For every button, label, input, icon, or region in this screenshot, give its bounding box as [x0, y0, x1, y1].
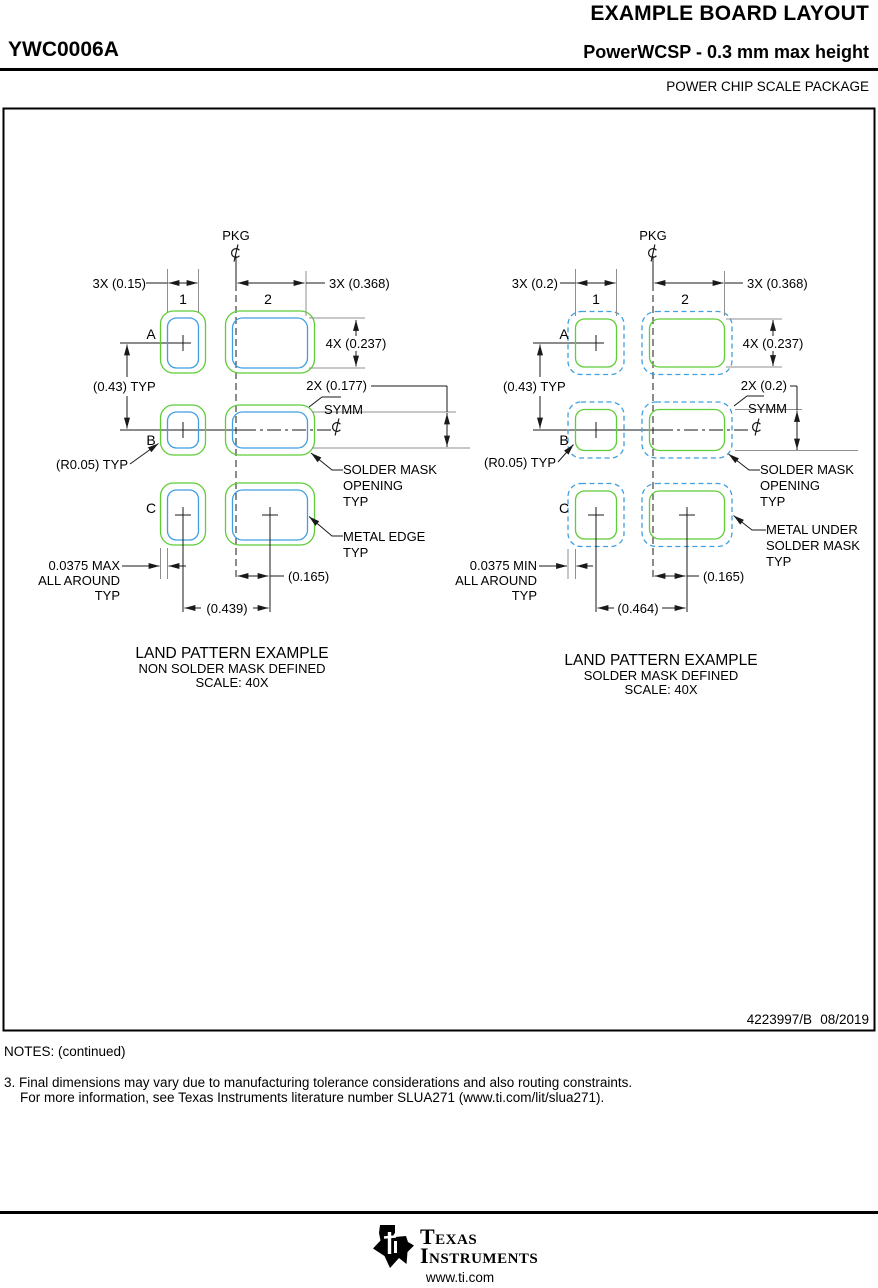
- row-b-label: B: [559, 432, 569, 448]
- ti-brand-wordmark: [420, 1224, 539, 1268]
- pad-center-cross: [588, 335, 604, 351]
- diagram-scale: SCALE: 40X: [195, 675, 269, 690]
- row-b-label: B: [146, 432, 156, 448]
- brand-instruments: Instruments: [420, 1243, 539, 1268]
- page-title: EXAMPLE BOARD LAYOUT: [590, 2, 869, 25]
- land-pattern-solder-mask-defined: [455, 228, 860, 697]
- pad-b1: [161, 405, 206, 455]
- clearance-line3: TYP: [94, 588, 120, 603]
- column-2-label: 2: [264, 291, 272, 307]
- symm-label: SYMM: [324, 402, 363, 417]
- dim-col-pitch: (0.464): [617, 601, 659, 616]
- dim-elbow-row-b: [790, 386, 797, 410]
- top-extension-lines: [168, 269, 307, 316]
- pad-a2: [642, 312, 732, 375]
- solder-mask-opening-outline: [642, 312, 732, 375]
- dim-elbow-row-b: [371, 386, 447, 412]
- pad-center-cross: [175, 507, 191, 523]
- solder-mask-callout-line2: OPENING: [760, 478, 820, 493]
- part-number: YWC0006A: [8, 38, 119, 61]
- pad-center-cross: [588, 422, 604, 438]
- notes-section: [4, 1044, 632, 1105]
- dim-row-b-height: 2X (0.177): [306, 378, 367, 393]
- row-a-label: A: [559, 326, 569, 342]
- row-a-label: A: [146, 326, 156, 342]
- clearance-line3: TYP: [511, 588, 537, 603]
- column-1-label: 1: [592, 291, 600, 307]
- metal-callout-line2: SOLDER MASK: [766, 538, 860, 553]
- pad-center-cross: [175, 422, 191, 438]
- notes-heading: NOTES: (continued): [4, 1044, 126, 1059]
- solder-mask-callout-line3: TYP: [343, 494, 369, 509]
- symm-label: SYMM: [748, 401, 787, 416]
- pad-a2: [226, 311, 315, 373]
- dim-col1-width: 3X (0.2): [511, 276, 558, 291]
- row-c-label: C: [145, 500, 157, 516]
- clearance-line2: ALL AROUND: [38, 573, 120, 588]
- brand-texas: Texas: [420, 1224, 478, 1249]
- dim-row-pitch: (0.43) TYP: [93, 379, 156, 394]
- clearance-extension-lines: [161, 548, 168, 579]
- dim-center-offset: (0.165): [703, 569, 745, 584]
- dim-col2-width: 3X (0.368): [747, 276, 808, 291]
- note-3-line2: For more information, see Texas Instruments literature number SLUA271 (www.ti.com/lit/slua271).: [20, 1090, 605, 1105]
- revision-date: 08/2019: [820, 1012, 869, 1027]
- pad-a1: [161, 311, 206, 373]
- clearance-line1: 0.0375 MAX: [48, 558, 120, 573]
- metal-callout-line1: METAL UNDER: [766, 522, 858, 537]
- solder-mask-leader: [729, 454, 761, 470]
- dim-corner-radius: (R0.05) TYP: [483, 455, 556, 470]
- solder-mask-callout-line2: OPENING: [343, 478, 403, 493]
- diagram-subtitle: SOLDER MASK DEFINED: [583, 668, 739, 683]
- pad-center-cross: [588, 507, 604, 523]
- diagram-title: LAND PATTERN EXAMPLE: [135, 645, 329, 662]
- solder-mask-leader: [311, 453, 343, 470]
- pad-center-cross: [679, 507, 695, 523]
- metal-callout-line1: METAL EDGE: [343, 529, 426, 544]
- dim-corner-radius: (R0.05) TYP: [55, 457, 128, 472]
- centerline-symbol: [753, 419, 761, 436]
- ti-url: www.ti.com: [425, 1270, 495, 1285]
- pkg-label: PKG: [222, 228, 250, 243]
- package-height-line: PowerWCSP - 0.3 mm max height: [583, 42, 869, 62]
- metal-callout-line3: TYP: [766, 554, 792, 569]
- dim-col1-width: 3X (0.15): [92, 276, 146, 291]
- clearance-line2: ALL AROUND: [455, 573, 537, 588]
- pad-center-cross: [175, 335, 191, 351]
- dim-pad-height: 4X (0.237): [742, 336, 804, 351]
- note-3-line1: 3. Final dimensions may vary due to manufacturing tolerance considerations and also routing constraints.: [4, 1075, 633, 1090]
- dim-row-b-height: 2X (0.2): [740, 378, 787, 393]
- solder-mask-callout-line1: SOLDER MASK: [343, 462, 437, 477]
- dim-pad-height: 4X (0.237): [325, 336, 387, 351]
- solder-mask-opening-outline: [226, 311, 315, 373]
- pad-center-extension-lines: [596, 523, 687, 612]
- clearance-extension-lines: [568, 549, 576, 579]
- centerline-symbol: [333, 419, 341, 436]
- row-c-label: C: [558, 500, 570, 516]
- package-type: POWER CHIP SCALE PACKAGE: [666, 79, 869, 94]
- ti-texas-logo-icon: [368, 1224, 414, 1270]
- metal-under-mask-outline: [650, 319, 725, 367]
- pkg-label: PKG: [639, 228, 667, 243]
- column-1-label: 1: [179, 291, 187, 307]
- metal-callout-line2: TYP: [343, 545, 369, 560]
- column-2-label: 2: [681, 291, 689, 307]
- dim-col2-width: 3X (0.368): [329, 276, 390, 291]
- solder-mask-callout-line1: SOLDER MASK: [760, 462, 854, 477]
- clearance-line1: 0.0375 MIN: [469, 558, 537, 573]
- metal-under-leader: [734, 516, 767, 531]
- metal-edge-outline: [233, 318, 308, 368]
- diagram-subtitle: NON SOLDER MASK DEFINED: [138, 661, 326, 676]
- solder-mask-callout-line3: TYP: [760, 494, 786, 509]
- pad-center-cross: [262, 507, 278, 523]
- dim-row-pitch: (0.43) TYP: [503, 379, 566, 394]
- land-pattern-non-solder-mask-defined: [38, 228, 470, 690]
- diagram-title: LAND PATTERN EXAMPLE: [564, 652, 758, 669]
- footer-divider: [0, 1211, 878, 1214]
- document-number: 4223997/B: [746, 1012, 812, 1027]
- dim-center-offset: (0.165): [288, 569, 330, 584]
- dim-col-pitch: (0.439): [206, 601, 248, 616]
- row-b-extension-lines: [312, 412, 470, 448]
- diagram-scale: SCALE: 40X: [624, 682, 698, 697]
